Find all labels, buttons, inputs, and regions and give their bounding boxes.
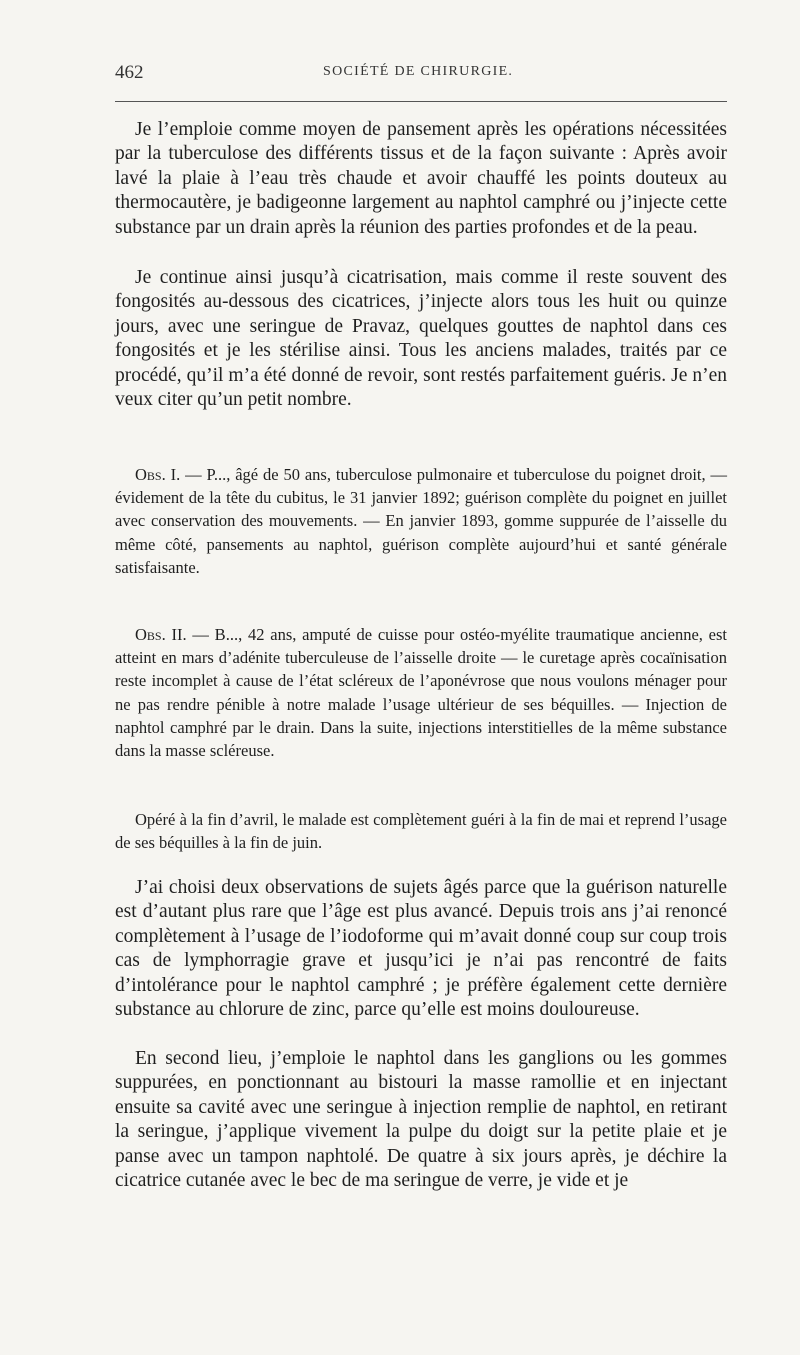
header-rule <box>115 101 727 102</box>
observation-1 <box>115 463 727 579</box>
paragraph-cicatrisation: Je continue ainsi jusqu’à cicatrisation, mais comme il reste souvent des fongosités au-dessous des cicatrices, j’injecte alors tous les huit ou quinze jours, avec une seringue de Pravaz, quelques gouttes de naphtol dans ces fongosités et je les stérilise ainsi. Tous les anciens malades, traités par ce procédé, qu’il m’a été donné de revoir, sont restés parfaitement guéris. Je n’en veux citer qu’un petit nombre. <box>115 267 727 411</box>
observation-2-text: — B..., 42 ans, amputé de cuisse pour ostéo-myélite traumatique ancienne, est atteint en mars d’adénite tuberculeuse de l’aisselle droite — le curetage après cocaïnisation reste incomplet à cause de l’état scléreux de l’aponévrose que nous voulons ménager pour ne pas rendre pénible à notre malade l’usage ultérieur de ses béquilles. — Injection de naphtol camphré par le drain. Dans la suite, injections interstitielles de la même substance dans la masse scléreuse. <box>115 625 727 761</box>
paragraph-choice-of-observations: J’ai choisi deux observations de sujets âgés parce que la guérison naturelle est d’autant plus rare que l’âge est plus avancé. Depuis trois ans j’ai renoncé complètement à l’usage de l’iodoforme qui m’avait donné coup sur coup trois cas de lymphorragie grave et jusqu’ici je n’ai pas rencontré de faits d’intolérance pour le naphtol camphré ; je préfère également cette dernière substance au chlorure de zinc, parce qu’elle est moins douloureuse. <box>115 877 727 1021</box>
running-title: SOCIÉTÉ DE CHIRURGIE. <box>323 64 514 79</box>
observation-2-outcome: Opéré à la fin d’avril, le malade est complètement guéri à la fin de mai et reprend l’usage de ses béquilles à la fin de juin. <box>115 810 727 853</box>
observation-1-text: — P..., âgé de 50 ans, tuberculose pulmonaire et tuberculose du poignet droit, — évidement de la tête du cubitus, le 31 janvier 1892; guérison complète du poignet en juillet avec conservation des mouvements. — En janvier 1893, gomme suppurée de l’aisselle du même côté, pansements au naphtol, guérison complète aujourd’hui et santé générale satisfaisante. <box>115 465 727 577</box>
page-number: 462 <box>115 62 144 83</box>
paragraph-dressing-method: Je l’emploie comme moyen de pansement après les opérations nécessitées par la tuberculose des différents tissus et de la façon suivante : Après avoir lavé la plaie à l’eau très chaude et avoir chauffé les points douteux au thermocautère, je badigeonne largement au naphtol camphré ou j’injecte cette substance par un drain après la réunion des parties profondes et de la peau. <box>115 119 727 238</box>
observation-1-label: Obs. I. <box>135 465 181 484</box>
page-header <box>115 62 727 88</box>
paragraph-ganglions: En second lieu, j’emploie le naphtol dans les ganglions ou les gommes suppurées, en ponctionnant au bistouri la masse ramollie et en injectant ensuite sa cavité avec une seringue à injection remplie de naphtol, en retirant la seringue, j’applique vivement la pulpe du doigt sur la petite plaie et je panse avec un tampon naphtolé. De quatre à six jours après, je déchire la cicatrice cutanée avec le bec de ma seringue de verre, je vide et je <box>115 1048 727 1192</box>
observation-2-label: Obs. II. <box>135 625 187 644</box>
observation-2 <box>115 623 727 762</box>
